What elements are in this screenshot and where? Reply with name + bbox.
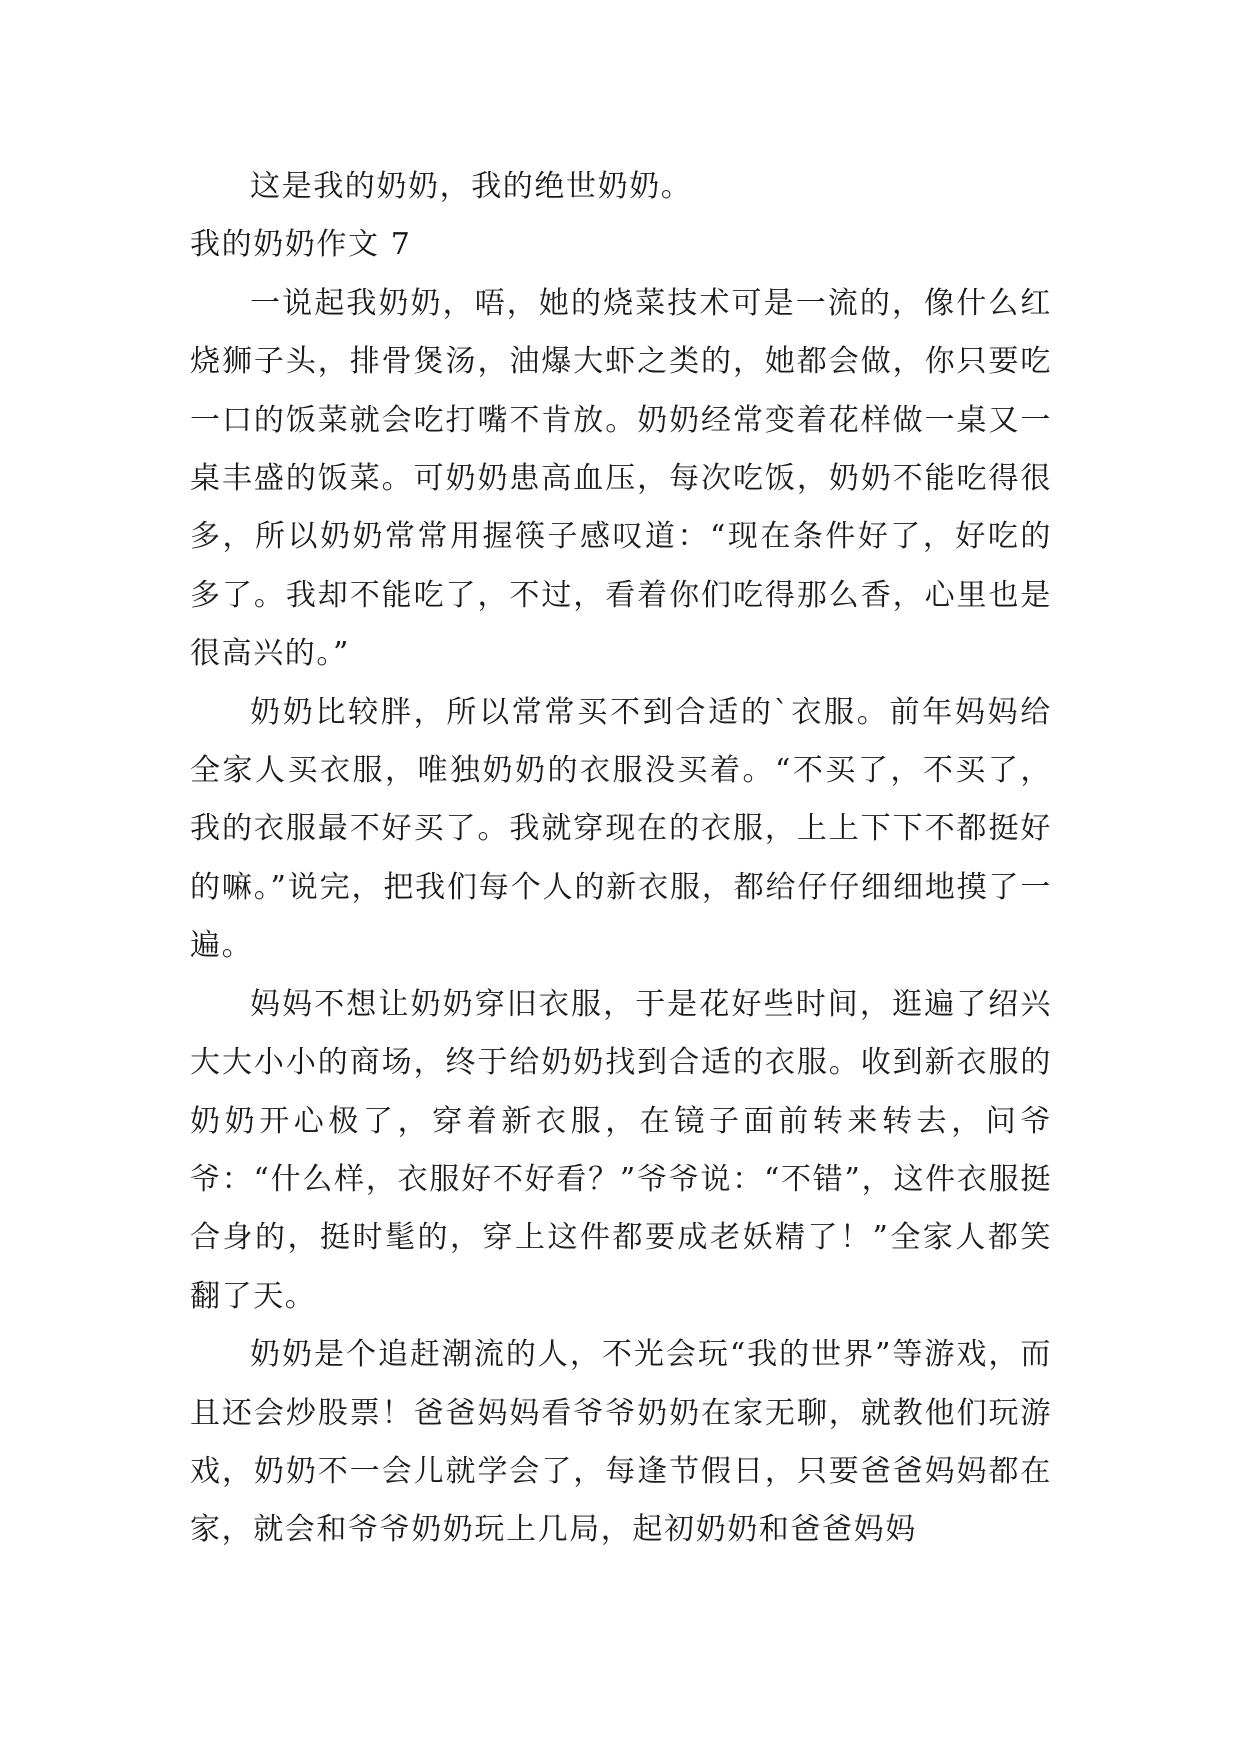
paragraph-games: 奶奶是个追赶潮流的人，不光会玩“我的世界”等游戏，而且还会炒股票！爸爸妈妈看爷爷奶奶在家无聊，就教他们玩游戏，奶奶不一会儿就学会了，每逢节假日，只要爸爸妈妈都在家，就会和爷爷奶奶玩上几局，起初奶奶和爸爸妈妈 [190, 1337, 1052, 1548]
paragraph-cooking: 一说起我奶奶，唔，她的烧菜技术可是一流的，像什么红烧狮子头，排骨煲汤，油爆大虾之类的，她都会做，你只要吃一口的饭菜就会吃打嘴不肯放。奶奶经常变着花样做一桌又一桌丰盛的饭菜。可奶奶患高血压，每次吃饭，奶奶不能吃得很多，所以奶奶常常用握筷子感叹道：“现在条件好了，好吃的多了。我却不能吃了，不过，看着你们吃得那么香，心里也是很高兴的。” [190, 285, 1052, 672]
paragraph-new-clothes: 妈妈不想让奶奶穿旧衣服，于是花好些时间，逛遍了绍兴大大小小的商场，终于给奶奶找到合适的衣服。收到新衣服的奶奶开心极了，穿着新衣服，在镜子面前转来转去，问爷爷：“什么样，衣服好不好看？”爷爷说：“不错”，这件衣服挺合身的，挺时髦的，穿上这件都要成老妖精了！”全家人都笑翻了天。 [190, 986, 1052, 1314]
paragraph-intro-ending: 这是我的奶奶，我的绝世奶奶。 [250, 169, 693, 204]
article-body [190, 158, 1052, 1560]
paragraph-clothes: 奶奶比较胖，所以常常买不到合适的`衣服。前年妈妈给全家人买衣服，唯独奶奶的衣服没买着。“不买了，不买了，我的衣服最不好买了。我就穿现在的衣服，上上下下不都挺好的嘛。”说完，把我们每个人的新衣服，都给仔仔细细地摸了一遍。 [190, 694, 1052, 964]
essay-title: 我的奶奶作文 7 [190, 227, 412, 263]
